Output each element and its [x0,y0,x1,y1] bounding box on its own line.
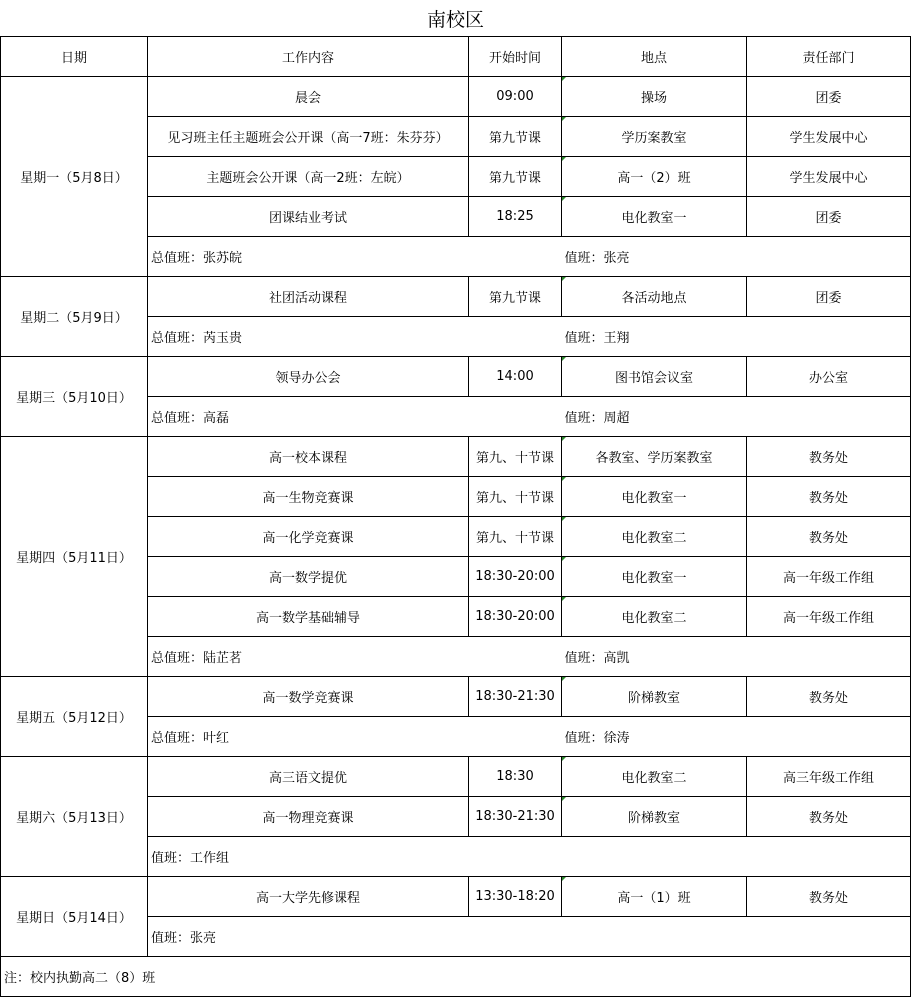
event-content: 高一数学基础辅导 [148,597,469,637]
duty-officer: 值班：王翔 [562,317,911,357]
header-department: 责任部门 [747,37,911,77]
event-department: 教务处 [747,877,911,917]
table-row [1,77,911,117]
day-date: 星期五（5月12日） [1,677,148,757]
event-department: 学生发展中心 [747,157,911,197]
event-place: 操场 [562,77,747,117]
event-time: 18:30-20:00 [469,557,562,597]
event-place: 电化教室一 [562,197,747,237]
event-content: 高一数学竞赛课 [148,677,469,717]
event-content: 社团活动课程 [148,277,469,317]
event-content: 团课结业考试 [148,197,469,237]
table-row [1,437,911,477]
duty-officer: 值班：高凯 [562,637,911,677]
event-time: 第九、十节课 [469,477,562,517]
note-row [1,957,911,997]
duty-officer: 值班：张亮 [562,237,911,277]
event-place: 电化教室一 [562,557,747,597]
event-content: 高一生物竞赛课 [148,477,469,517]
event-department: 高一年级工作组 [747,557,911,597]
event-place: 高一（2）班 [562,157,747,197]
event-time: 18:30 [469,757,562,797]
event-content: 高一化学竞赛课 [148,517,469,557]
event-department: 教务处 [747,677,911,717]
event-department: 团委 [747,77,911,117]
page-title: 南校区 [426,9,484,31]
event-place: 电化教室二 [562,757,747,797]
event-content: 领导办公会 [148,357,469,397]
event-content: 高一大学先修课程 [148,877,469,917]
header-content: 工作内容 [148,37,469,77]
schedule-table [0,36,911,997]
event-place: 阶梯教室 [562,677,747,717]
event-place: 电化教室一 [562,477,747,517]
header-start-time: 开始时间 [469,37,562,77]
duty-officer: 值班：周超 [562,397,911,437]
chief-duty: 总值班：高磊 [148,397,562,437]
duty-officer: 值班：徐涛 [562,717,911,757]
table-row [1,757,911,797]
event-department: 高一年级工作组 [747,597,911,637]
event-place: 各教室、学历案教室 [562,437,747,477]
event-time: 18:25 [469,197,562,237]
event-time: 13:30-18:20 [469,877,562,917]
event-time: 14:00 [469,357,562,397]
day-date: 星期二（5月9日） [1,277,148,357]
duty-text: 值班：工作组 [148,837,911,877]
event-time: 18:30-21:30 [469,797,562,837]
event-content: 高一物理竞赛课 [148,797,469,837]
day-date: 星期日（5月14日） [1,877,148,957]
chief-duty: 总值班：叶红 [148,717,562,757]
event-place: 学历案教室 [562,117,747,157]
event-time: 18:30-20:00 [469,597,562,637]
chief-duty: 总值班：芮玉贵 [148,317,562,357]
day-date: 星期一（5月8日） [1,77,148,277]
event-department: 教务处 [747,797,911,837]
footnote: 注：校内执勤高二（8）班 [1,957,911,997]
event-place: 阶梯教室 [562,797,747,837]
event-department: 教务处 [747,517,911,557]
duty-text: 值班：张亮 [148,917,911,957]
event-department: 团委 [747,277,911,317]
event-time: 第九、十节课 [469,437,562,477]
day-date: 星期六（5月13日） [1,757,148,877]
event-department: 团委 [747,197,911,237]
event-place: 高一（1）班 [562,877,747,917]
event-time: 第九节课 [469,117,562,157]
table-row [1,877,911,917]
event-content: 主题班会公开课（高一2班：左皖） [148,157,469,197]
event-content: 高三语文提优 [148,757,469,797]
event-place: 电化教室二 [562,597,747,637]
table-row [1,277,911,317]
event-content: 高一校本课程 [148,437,469,477]
header-row [1,37,911,77]
header-date: 日期 [1,37,148,77]
event-content: 晨会 [148,77,469,117]
table-row [1,677,911,717]
event-time: 第九节课 [469,277,562,317]
event-time: 第九节课 [469,157,562,197]
table-row [1,357,911,397]
event-department: 教务处 [747,477,911,517]
event-content: 见习班主任主题班会公开课（高一7班：朱芬芬） [148,117,469,157]
chief-duty: 总值班：张苏皖 [148,237,562,277]
event-department: 教务处 [747,437,911,477]
event-place: 电化教室二 [562,517,747,557]
event-place: 各活动地点 [562,277,747,317]
chief-duty: 总值班：陆芷茗 [148,637,562,677]
day-date: 星期三（5月10日） [1,357,148,437]
event-department: 高三年级工作组 [747,757,911,797]
event-department: 办公室 [747,357,911,397]
header-place: 地点 [562,37,747,77]
event-time: 09:00 [469,77,562,117]
event-place: 图书馆会议室 [562,357,747,397]
event-content: 高一数学提优 [148,557,469,597]
event-time: 第九、十节课 [469,517,562,557]
event-time: 18:30-21:30 [469,677,562,717]
event-department: 学生发展中心 [747,117,911,157]
day-date: 星期四（5月11日） [1,437,148,677]
